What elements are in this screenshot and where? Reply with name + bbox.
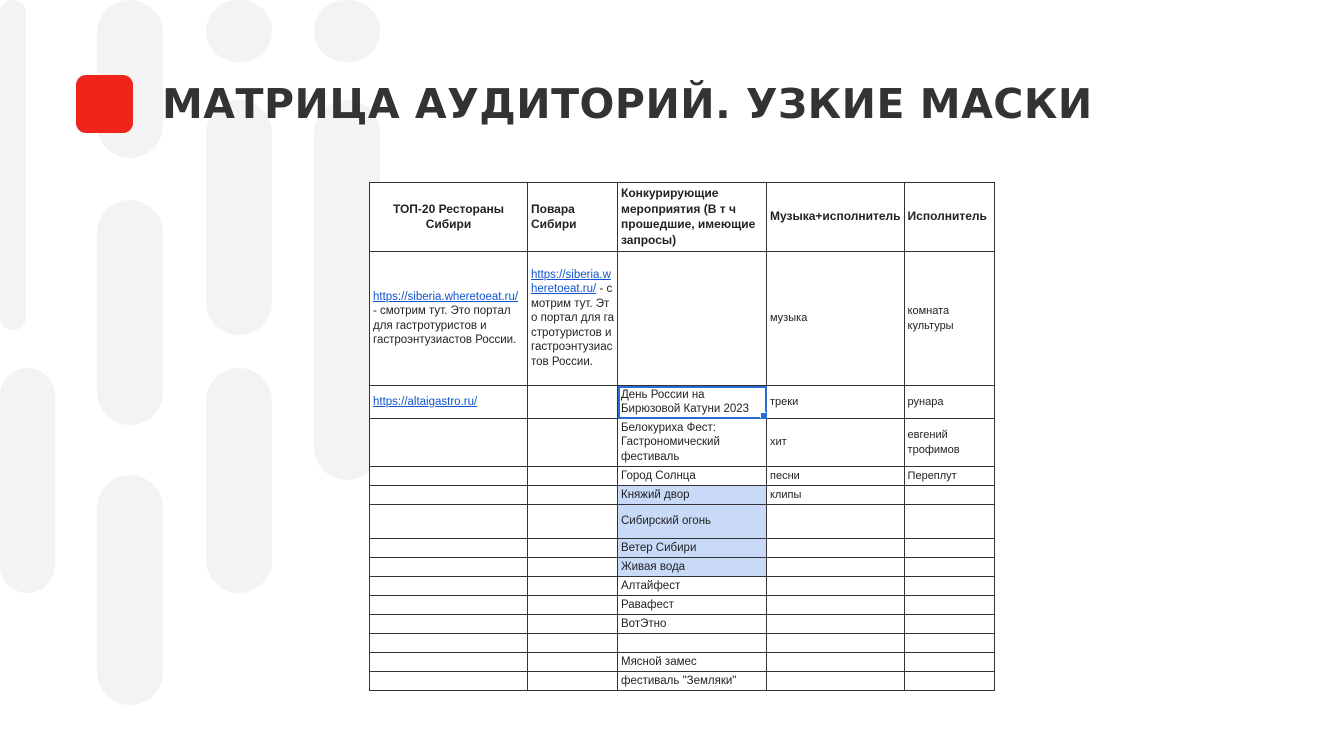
decor-stripe xyxy=(206,0,272,62)
decor-stripe xyxy=(97,475,163,705)
chefs-link[interactable]: https://siberia.wheretoeat.ru/ xyxy=(531,268,611,296)
table-cell[interactable] xyxy=(528,419,618,467)
table-cell[interactable]: Белокуриха Фест: Гастрономический фестиваль xyxy=(618,419,767,467)
table-row xyxy=(370,505,995,539)
table-cell[interactable] xyxy=(618,634,767,653)
table-cell[interactable] xyxy=(370,596,528,615)
table-cell[interactable]: музыка xyxy=(767,252,905,386)
table-cell[interactable] xyxy=(370,558,528,577)
table-header-row xyxy=(370,183,995,252)
table-cell[interactable] xyxy=(528,505,618,539)
decor-stripe xyxy=(206,368,272,593)
table-cell[interactable] xyxy=(370,577,528,596)
table-cell[interactable] xyxy=(528,539,618,558)
table-cell[interactable] xyxy=(904,615,994,634)
table-row xyxy=(370,596,995,615)
table-cell[interactable] xyxy=(767,596,905,615)
altaigastro-link[interactable]: https://altaigastro.ru/ xyxy=(373,395,478,408)
table-cell[interactable] xyxy=(370,486,528,505)
decor-stripe xyxy=(0,368,55,593)
table-cell[interactable]: песни xyxy=(767,467,905,486)
table-row xyxy=(370,486,995,505)
table-cell[interactable]: клипы xyxy=(767,486,905,505)
table-cell[interactable]: фестиваль "Земляки" xyxy=(618,672,767,691)
table-cell[interactable] xyxy=(528,596,618,615)
table-row xyxy=(370,577,995,596)
fill-handle[interactable] xyxy=(760,412,767,419)
cell-text: День России на Бирюзовой Катуни 2023 xyxy=(621,388,750,415)
cell-text: - смотрим тут. Это портал для гастротуристов и гастроэнтузиастов России. xyxy=(373,305,517,346)
table-cell[interactable] xyxy=(370,615,528,634)
header-music-artist[interactable]: Музыка+исполнитель xyxy=(767,183,905,252)
table-cell[interactable] xyxy=(767,558,905,577)
table-cell[interactable] xyxy=(528,653,618,672)
restaurants-link[interactable]: https://siberia.wheretoeat.ru/ xyxy=(373,290,519,303)
table-cell[interactable] xyxy=(370,386,528,419)
table-cell-highlighted[interactable]: Княжий двор xyxy=(618,486,767,505)
table-cell[interactable] xyxy=(528,577,618,596)
table-cell[interactable]: Мясной замес xyxy=(618,653,767,672)
table-row xyxy=(370,672,995,691)
table-cell[interactable] xyxy=(528,467,618,486)
selected-cell[interactable] xyxy=(618,386,767,419)
decor-stripe xyxy=(97,200,163,425)
table-cell[interactable]: треки xyxy=(767,386,905,419)
decor-stripe xyxy=(0,0,26,330)
table-row xyxy=(370,539,995,558)
table-cell[interactable] xyxy=(528,615,618,634)
table-cell[interactable] xyxy=(767,653,905,672)
table-cell[interactable] xyxy=(904,672,994,691)
table-cell[interactable] xyxy=(528,486,618,505)
table-cell[interactable] xyxy=(767,577,905,596)
table-cell[interactable] xyxy=(370,252,528,386)
table-cell[interactable] xyxy=(528,252,618,386)
table-cell[interactable] xyxy=(904,558,994,577)
table-cell[interactable] xyxy=(767,634,905,653)
table-cell[interactable] xyxy=(528,558,618,577)
audience-matrix-table xyxy=(369,182,995,691)
table-cell[interactable] xyxy=(767,505,905,539)
table-cell[interactable]: Город Солнца xyxy=(618,467,767,486)
table-cell[interactable] xyxy=(370,539,528,558)
table-cell[interactable] xyxy=(528,386,618,419)
table-row xyxy=(370,386,995,419)
table-cell[interactable]: Алтайфест xyxy=(618,577,767,596)
table-row xyxy=(370,252,995,386)
accent-square xyxy=(76,75,133,133)
table-cell[interactable] xyxy=(528,672,618,691)
table-row xyxy=(370,558,995,577)
table-cell[interactable]: евгений трофимов xyxy=(904,419,994,467)
table-cell[interactable]: хит xyxy=(767,419,905,467)
slide-title: МАТРИЦА АУДИТОРИЙ. УЗКИЕ МАСКИ xyxy=(162,80,1093,128)
table-row xyxy=(370,634,995,653)
table-cell[interactable] xyxy=(904,486,994,505)
table-cell[interactable] xyxy=(767,539,905,558)
table-cell-highlighted[interactable]: Ветер Сибири xyxy=(618,539,767,558)
table-cell[interactable]: ВотЭтно xyxy=(618,615,767,634)
table-row xyxy=(370,419,995,467)
header-chefs[interactable]: Повара Сибири xyxy=(528,183,618,252)
table-cell[interactable]: комната культуры xyxy=(904,252,994,386)
table-cell[interactable] xyxy=(370,653,528,672)
decor-stripe xyxy=(314,0,380,62)
header-competing-events[interactable]: Конкурирующие мероприятия (В т ч прошедшие, имеющие запросы) xyxy=(618,183,767,252)
cell-text: - смотрим тут. Это портал для гастротуристов и гастроэнтузиастов России. xyxy=(531,283,614,368)
table-row xyxy=(370,653,995,672)
table-cell[interactable] xyxy=(904,577,994,596)
table-cell[interactable] xyxy=(370,672,528,691)
header-artist[interactable]: Исполнитель xyxy=(904,183,994,252)
table-row xyxy=(370,467,995,486)
table-cell[interactable] xyxy=(370,467,528,486)
table-cell[interactable] xyxy=(904,505,994,539)
decor-stripe xyxy=(206,100,272,335)
table-cell[interactable] xyxy=(528,634,618,653)
table-cell[interactable] xyxy=(904,539,994,558)
table-cell[interactable] xyxy=(370,505,528,539)
table-cell[interactable] xyxy=(618,252,767,386)
table-cell[interactable]: рунара xyxy=(904,386,994,419)
table-cell[interactable] xyxy=(904,634,994,653)
table-cell[interactable]: Переплут xyxy=(904,467,994,486)
table-cell[interactable] xyxy=(904,653,994,672)
table-cell[interactable] xyxy=(767,615,905,634)
table-cell[interactable] xyxy=(370,419,528,467)
table-cell[interactable] xyxy=(904,596,994,615)
table-cell-highlighted[interactable]: Живая вода xyxy=(618,558,767,577)
table-cell[interactable] xyxy=(767,672,905,691)
table-row xyxy=(370,615,995,634)
header-restaurants[interactable]: ТОП-20 Рестораны Сибири xyxy=(370,183,528,252)
table-cell-highlighted[interactable]: Сибирский огонь xyxy=(618,505,767,539)
table-cell[interactable] xyxy=(370,634,528,653)
table-cell[interactable]: Равафест xyxy=(618,596,767,615)
